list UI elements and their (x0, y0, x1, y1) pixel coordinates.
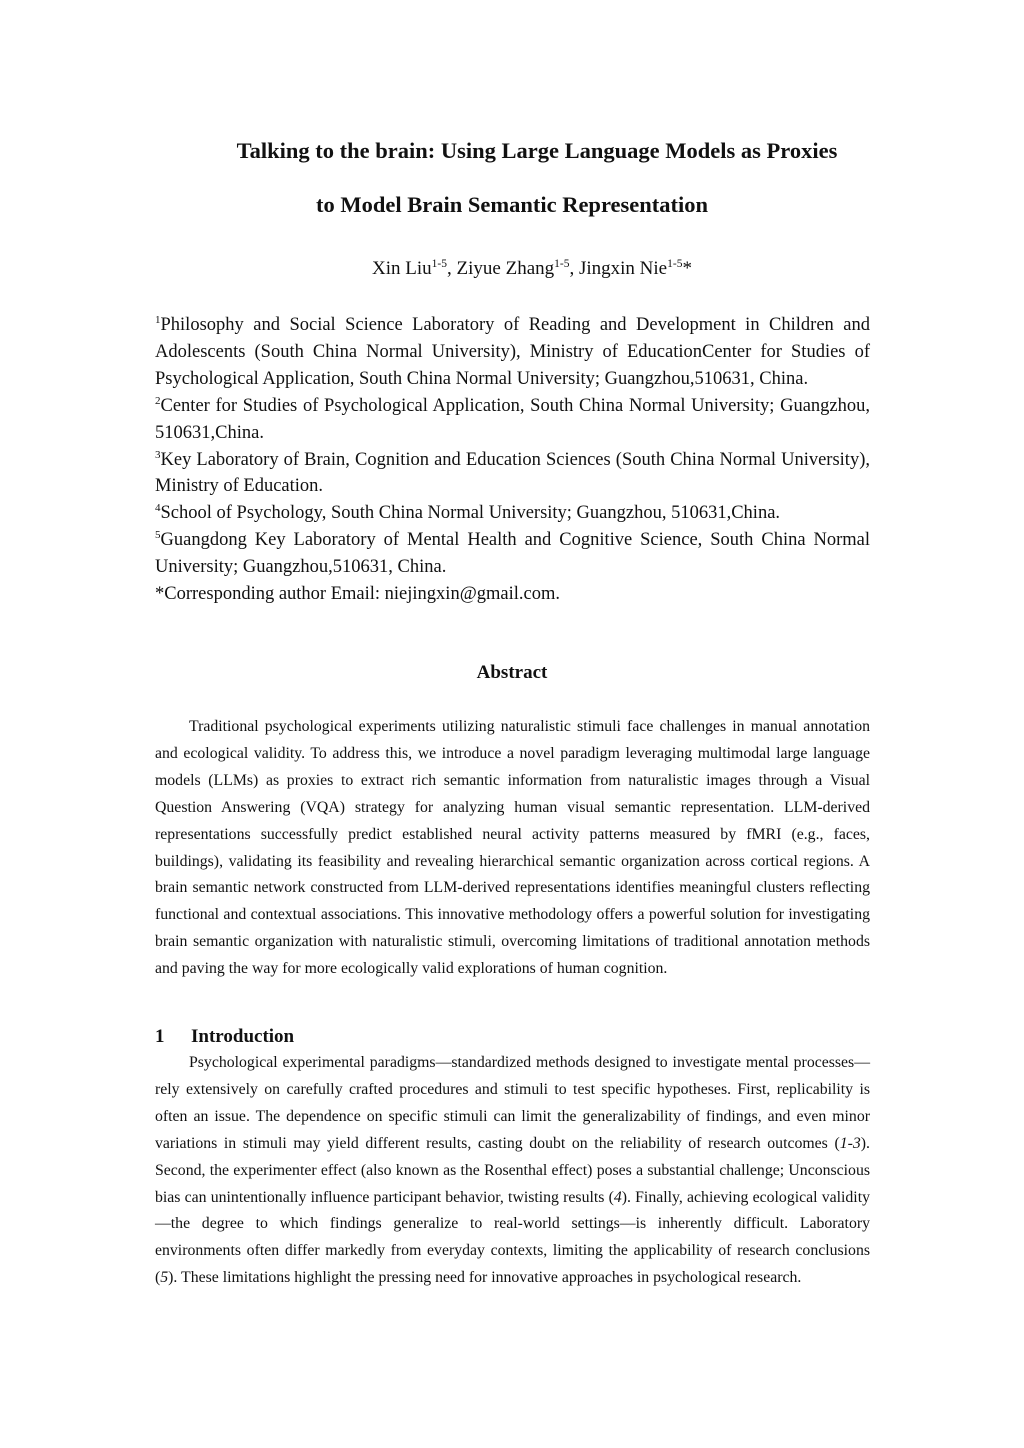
affiliation-item (155, 312, 870, 393)
corresponding-author-mark: * (682, 258, 692, 279)
author-name: Ziyue Zhang (456, 258, 555, 279)
affiliation-item (155, 447, 870, 501)
affiliation-number: 3 (155, 448, 161, 461)
affiliation-item (155, 500, 870, 527)
intro-text-segment: ). These limitations highlight the pressing need for innovative approaches in psychological research. (168, 1269, 802, 1287)
citation-reference: 5 (160, 1269, 169, 1287)
affiliation-number: 1 (155, 314, 161, 326)
section-number: 1 (155, 1026, 165, 1047)
affiliation-text: School of Psychology, South China Normal University; Guangzhou, 510631,China. (160, 503, 781, 524)
author-separator: , (569, 258, 579, 279)
abstract-heading: Abstract (476, 662, 548, 683)
affiliation-list (155, 312, 870, 608)
affiliation-text: Center for Studies of Psychological Application, South China Normal University; Guangzhou, 510631,China. (155, 395, 870, 443)
affiliation-number: 5 (155, 529, 161, 542)
author-name: Jingxin Nie (578, 258, 668, 279)
author-affiliation-sup: 1-5 (431, 258, 448, 270)
section-title: Introduction (191, 1026, 295, 1047)
paper-title-line-1: Talking to the brain: Using Large Language Models as Proxies (236, 138, 838, 163)
intro-text-segment: Psychological experimental paradigms—standardized methods designed to investigate mental processes—rely extensively on carefully crafted procedures and stimuli to test specific hypotheses. First, replicability is often an issue. The dependence on specific stimuli can limit the generalizability of findings, and even minor variations in stimuli may yield different results, casting doubt on the reliability of research outcomes ( (155, 1054, 870, 1152)
corresponding-author-email: *Corresponding author Email: niejingxin@gmail.com. (155, 584, 560, 605)
affiliation-text: Key Laboratory of Brain, Cognition and Education Sciences (South China Normal University), Ministry of Education. (155, 449, 870, 497)
affiliation-item (155, 393, 870, 447)
intro-text-segment: ). Finally, achieving ecological validity—the degree to which findings generalize to real-world settings—is inherently difficult. Laboratory environments often differ markedly from everyday contexts, limiting the applicability of research conclusions ( (155, 1188, 870, 1287)
affiliation-item (155, 527, 870, 581)
citation-reference: 1-3 (839, 1134, 861, 1152)
author-name: Xin Liu (372, 258, 432, 279)
intro-text-segment: ). Second, the experimenter effect (also known as the Rosenthal effect) poses a substantial challenge; Unconscious bias can unintentionally influence participant behavior, twisting results ( (155, 1134, 870, 1206)
affiliation-text: Philosophy and Social Science Laboratory of Reading and Development in Children and Adolescents (South China Normal University), Ministry of EducationCenter for Studies of Psychological Application, South China Normal University; Guangzhou,510631, China. (155, 315, 870, 389)
citation-reference: 4 (613, 1188, 622, 1206)
author-separator: , (447, 258, 457, 279)
abstract-text: Traditional psychological experiments utilizing naturalistic stimuli face challenges in manual annotation and ecological validity. To address this, we introduce a novel paradigm leveraging multimodal large language models (LLMs) as proxies to extract rich semantic information from naturalistic images through a Visual Question Answering (VQA) strategy for analyzing human visual semantic representation. LLM-derived representations successfully predict established neural activity patterns measured by fMRI (e.g., faces, buildings), validating its feasibility and revealing hierarchical semantic organization across cortical regions. A brain semantic network constructed from LLM-derived representations identifies meaningful clusters reflecting functional and contextual associations. This innovative methodology offers a powerful solution for investigating brain semantic organization with naturalistic stimuli, overcoming limitations of traditional annotation methods and paving the way for more ecologically valid explorations of human cognition. (155, 718, 870, 978)
author-list (0, 258, 1024, 280)
affiliation-number: 2 (155, 394, 161, 407)
paper-title-line-2: to Model Brain Semantic Representation (315, 192, 709, 217)
author-affiliation-sup: 1-5 (667, 258, 683, 270)
introduction-paragraph (155, 1050, 870, 1292)
affiliation-text: Guangdong Key Laboratory of Mental Health and Cognitive Science, South China Normal University; Guangzhou,510631, China. (155, 530, 870, 578)
section-heading-introduction (155, 1026, 294, 1048)
affiliation-number: 4 (155, 502, 161, 515)
author-affiliation-sup: 1-5 (554, 258, 570, 270)
